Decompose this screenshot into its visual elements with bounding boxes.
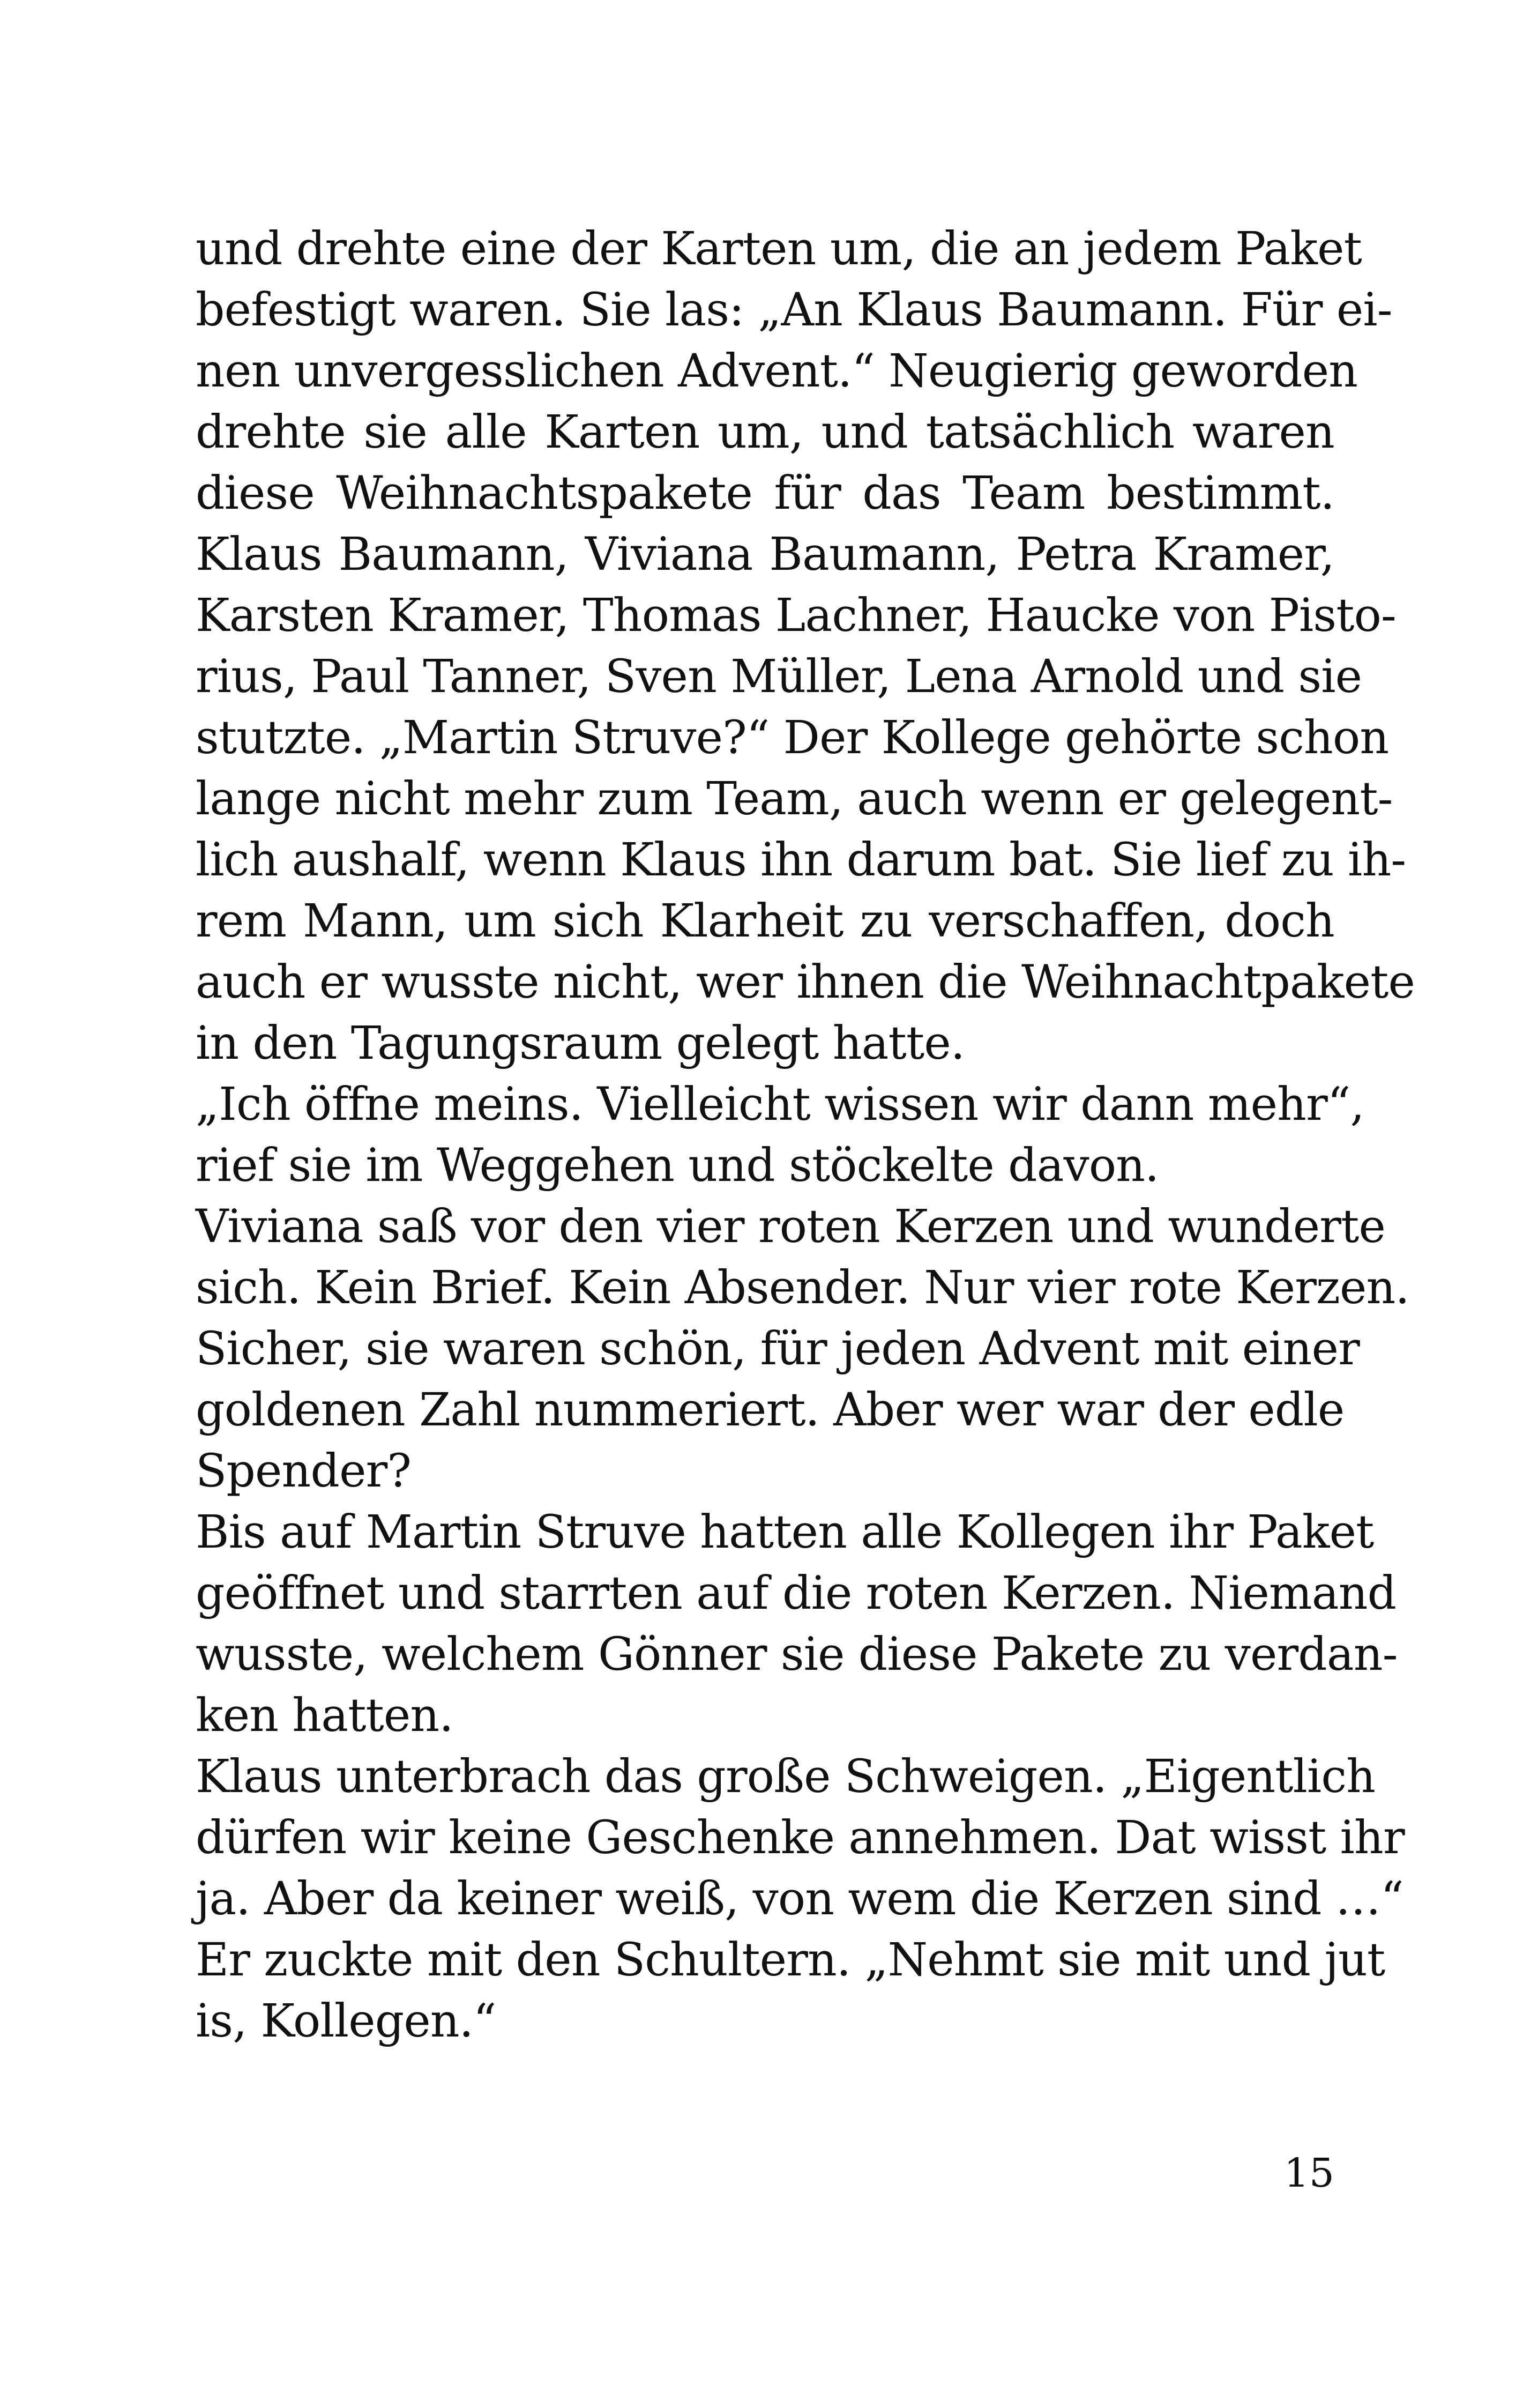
- page-number: 15: [1283, 2150, 1334, 2196]
- text-line: Sicher, sie waren schön, für jeden Advent mit einer: [196, 1322, 1360, 1376]
- text-line: auch er wusste nicht, wer ihnen die Weihnachtpakete: [196, 956, 1415, 1009]
- text-line: ken hatten.: [196, 1689, 453, 1742]
- text-line: sich. Kein Brief. Kein Absender. Nur vier rote Kerzen.: [196, 1261, 1409, 1314]
- text-line: lange nicht mehr zum Team, auch wenn er gelegent-: [196, 772, 1393, 826]
- text-line: diese Weihnachtspakete für das Team bestimmt.: [196, 467, 1334, 520]
- text-line: stutzte. „Martin Struve?“ Der Kollege gehörte schon: [196, 711, 1389, 764]
- text-line: Er zuckte mit den Schultern. „Nehmt sie mit und jut: [196, 1934, 1385, 1987]
- text-line: befestigt waren. Sie las: „An Klaus Baumann. Für ei-: [196, 284, 1392, 337]
- text-line: lich aushalf, wenn Klaus ihn darum bat. Sie lief zu ih-: [196, 834, 1406, 887]
- text-line: ja. Aber da keiner weiß, von wem die Kerzen sind …“: [196, 1872, 1403, 1926]
- text-line: rius, Paul Tanner, Sven Müller, Lena Arnold und sie: [196, 650, 1362, 703]
- body-text: [196, 219, 1415, 2052]
- text-line: Klaus unterbrach das große Schweigen. „Eigentlich: [196, 1750, 1376, 1803]
- text-line: wusste, welchem Gönner sie diese Pakete zu verdan-: [196, 1628, 1398, 1681]
- text-line: „Ich öffne meins. Vielleicht wissen wir dann mehr“,: [196, 1078, 1364, 1131]
- text-line: Karsten Kramer, Thomas Lachner, Haucke von Pisto-: [196, 589, 1396, 642]
- text-line: rem Mann, um sich Klarheit zu verschaffen, doch: [196, 895, 1334, 948]
- text-line: goldenen Zahl nummeriert. Aber wer war der edle: [196, 1384, 1345, 1437]
- text-line: drehte sie alle Karten um, und tatsächlich waren: [196, 406, 1334, 459]
- text-line: dürfen wir keine Geschenke annehmen. Dat wisst ihr: [196, 1811, 1405, 1864]
- text-line: Bis auf Martin Struve hatten alle Kollegen ihr Paket: [196, 1506, 1374, 1559]
- text-line: Viviana saß vor den vier roten Kerzen und wunderte: [196, 1200, 1385, 1253]
- text-line: in den Tagungsraum gelegt hatte.: [196, 1017, 965, 1070]
- text-line: Spender?: [196, 1445, 412, 1498]
- text-line: und drehte eine der Karten um, die an jedem Paket: [196, 222, 1362, 276]
- text-line: geöffnet und starrten auf die roten Kerzen. Niemand: [196, 1567, 1397, 1620]
- text-line: Klaus Baumann, Viviana Baumann, Petra Kramer,: [196, 528, 1334, 581]
- text-line: nen unvergesslichen Advent.“ Neugierig geworden: [196, 345, 1358, 398]
- text-line: rief sie im Weggehen und stöckelte davon.: [196, 1139, 1159, 1192]
- text-line: is, Kollegen.“: [196, 1995, 496, 2048]
